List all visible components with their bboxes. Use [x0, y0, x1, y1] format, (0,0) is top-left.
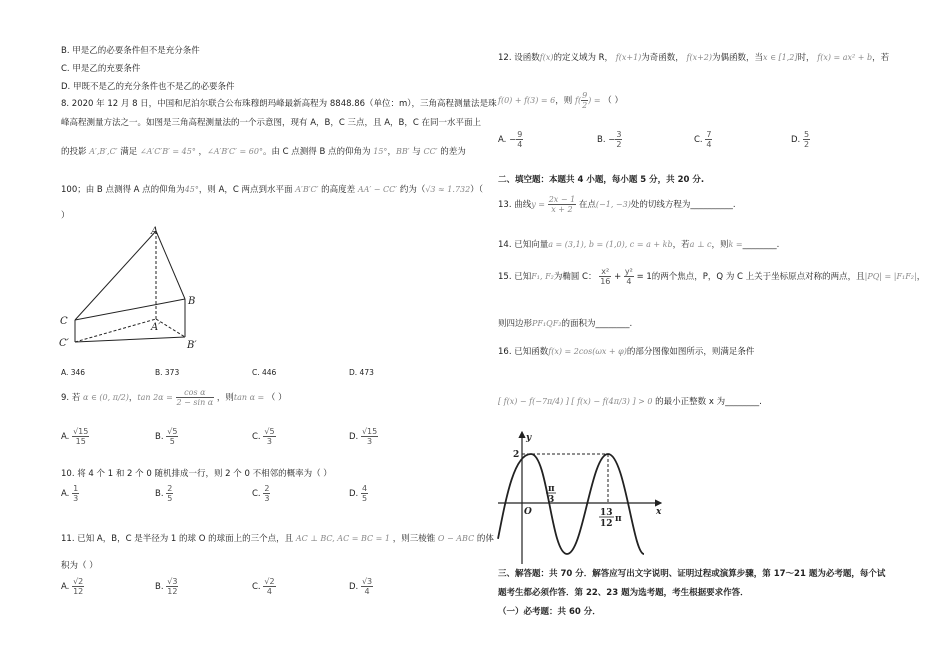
section-3-line1: 三、解答题：共 70 分．解答应写出文字说明、证明过程或演算步骤，第 17～21 题为必考题，每个试 [498, 569, 886, 579]
q9-option-d: D. $\frac{√15}{3}$ [349, 427, 378, 446]
q12-line2: f(0) + f(3) = 6，则 f( $\frac{9}{2}$ ) = （ ） [498, 91, 623, 110]
option-b-text: B. 甲是乙的必要条件但不是充分条件 [61, 46, 200, 56]
q11-line1: 11. 已知 A，B，C 是半径为 1 的球 O 的球面上的三个点，且 AC ⊥ BC, AC = BC = 1 ，则三棱锥 O − ABC 的体 [61, 534, 494, 544]
q14-blank[interactable]: ________ [742, 240, 777, 250]
q8-line3: 的投影 A′,B′,C′ 满足 ∠A′C′B′ = 45° ，∠A′B′C′ = 60°。由 C 点测得 B 点的仰角为 15°，BB′ 与 CC′ 的差为 [61, 147, 466, 157]
edge-a-b [156, 231, 185, 299]
peak-value-label: 2 [513, 450, 520, 460]
q10-option-a: A. $\frac{1}{3}$ [61, 484, 79, 503]
q14-question: 14. 已知向量a = (3,1), b = (1,0), c = a + kb，若a ⊥ c，则k =________. [498, 240, 780, 250]
q12-line1: 12. 设函数f(x)的定义域为 R， f(x+1)为奇函数， f(x+2)为偶函数，当x ∈ [1,2]时， f(x) = ax² + b，若 [498, 53, 890, 63]
q8-line5: ） [61, 211, 70, 221]
q8-option-c: C. 446 [252, 368, 277, 377]
q12-option-d: D. $\frac{5}{2}$ [791, 130, 810, 149]
q13-blank[interactable]: __________ [690, 200, 733, 210]
option-d-text: D. 甲既不是乙的充分条件也不是乙的必要条件 [61, 82, 235, 92]
label-a-prime: A′ [151, 322, 161, 333]
q8-option-b: B. 373 [155, 368, 180, 377]
q8-option-a: A. 346 [61, 368, 86, 377]
q12-option-c: C. $\frac{7}{4}$ [694, 130, 712, 149]
x-axis-label: x [656, 507, 662, 517]
tick1-num: π [548, 484, 555, 494]
q11-line2: 积为（ ） [61, 561, 98, 571]
q11-option-a: A. $\frac{√2}{12}$ [61, 577, 84, 596]
q8-line1: 8. 2020 年 12 月 8 日，中国和尼泊尔联合公布珠穆朗玛峰最新高程为 8848.86（单位：m），三角高程测量法是珠 [61, 99, 497, 109]
q11-option-c: C. $\frac{√2}{4}$ [252, 577, 275, 596]
q8-math-plane: A′B′C′ [295, 185, 319, 194]
q8-math-angle1: ∠A′C′B′ = 45° [139, 147, 196, 156]
q8-line4: 100；由 B 点测得 A 点的仰角为45°，则 A，C 两点到水平面 A′B′C′ 的高度差 AA′ − CC′ 约为（√3 ≈ 1.732）（ [61, 185, 483, 195]
q11-math-pyramid: O − ABC [437, 534, 475, 543]
q9-option-b: B. $\frac{√5}{5}$ [155, 427, 178, 446]
q9-math-tan: tan α = [233, 393, 265, 402]
q15-blank[interactable]: ________ [595, 319, 630, 329]
q10-option-c: C. $\frac{2}{3}$ [252, 484, 270, 503]
tick2-pi: π [615, 514, 622, 524]
q16-math-cond: [ f(x) − f(−7π/4) ] [ f(x) − f(4π/3) ] > 0 [498, 397, 653, 406]
y-axis-label: y [526, 433, 532, 443]
origin-label: O [524, 507, 532, 517]
label-c: C [60, 316, 68, 327]
label-c-prime: C′ [59, 338, 69, 349]
q8-math-bb: BB′ [395, 147, 410, 156]
q13-question: 13. 曲线y = $\frac{2x - 1}{x + 2}$ 在点(−1, −3)处的切线方程为__________. [498, 195, 736, 214]
q12-option-b: B. − $\frac{3}{2}$ [597, 130, 622, 149]
section-2-heading: 二、填空题：本题共 4 小题，每小题 5 分，共 20 分. [498, 175, 705, 185]
q8-math-projection: A′,B′,C′ [89, 147, 118, 156]
label-b: B [188, 296, 196, 307]
q8-figure [55, 222, 205, 352]
q15-line1: 15. 已知F₁, F₂为椭圆 C： $\frac{\text{x²}}{16}$ + $\frac{\text{y²}}{4}$ = 1的两个焦点，P，Q 为 C 上关于坐标原点对称的两点，且|PQ| = |F₁F₂|， [498, 267, 926, 286]
q10-option-d: D. $\frac{4}{5}$ [349, 484, 368, 503]
q9-option-c: C. $\frac{√5}{3}$ [252, 427, 275, 446]
q8-math-diff: AA′ − CC′ [357, 185, 398, 194]
q8-option-d: D. 473 [349, 368, 374, 377]
q10-option-b: B. $\frac{2}{5}$ [155, 484, 173, 503]
cosine-curve [498, 454, 644, 554]
tick2-den: 12 [600, 519, 613, 529]
q9-question: 9. 若 α ∈ (0, π/2)，tan 2α = $\frac{\text{cos α}}{\text{2 − sin α}}$ ，则tan α = （ ） [61, 388, 287, 407]
tick2-num: 13 [600, 508, 613, 518]
tick1-den: 3 [548, 495, 555, 505]
q11-math-cond: AC ⊥ BC, AC = BC = 1 [295, 534, 390, 543]
q8-math-15deg: 15° [373, 147, 388, 156]
q9-frac: $\frac{\text{cos α}}{\text{2 − sin α}}$ [176, 388, 214, 407]
q11-option-b: B. $\frac{√3}{12}$ [155, 577, 178, 596]
q8-math-sqrt3: √3 ≈ 1.732 [425, 185, 471, 194]
q11-option-d: D. $\frac{√3}{4}$ [349, 577, 373, 596]
q8-math-angle2: ∠A′B′C′ = 60° [207, 147, 263, 156]
q16-graph [496, 428, 671, 568]
section-3-line2: 题考生都必须作答．第 22、23 题为选考题，考生根据要求作答． [498, 588, 749, 598]
q16-line1: 16. 已知函数f(x) = 2cos(ωx + φ)的部分图像如图所示，则满足条件 [498, 347, 755, 357]
q12-option-a: A. − $\frac{9}{4}$ [498, 130, 523, 149]
label-a: A [151, 226, 159, 237]
q15-line2: 则四边形PF₁QF₂的面积为________. [498, 319, 633, 329]
section-3-subheading: （一）必考题：共 60 分． [498, 607, 601, 617]
q8-math-45deg: 45° [184, 185, 199, 194]
q8-line2: 峰高程测量方法之一。如图是三角高程测量法的一个示意图，现有 A，B，C 三点，且 A，B，C 在同一水平面上 [61, 118, 481, 128]
q9-math-cond: α ∈ (0, π/2) [83, 393, 129, 402]
option-c-text: C. 甲是乙的充要条件 [61, 64, 141, 74]
q16-line2: [ f(x) − f(−7π/4) ] [ f(x) − f(4π/3) ] > 0 的最小正整数 x 为________. [498, 397, 762, 407]
q9-option-a: A. $\frac{√15}{15}$ [61, 427, 89, 446]
label-b-prime: B′ [187, 340, 197, 351]
q16-blank[interactable]: ________ [725, 397, 760, 407]
q10-question: 10. 将 4 个 1 和 2 个 0 随机排成一行，则 2 个 0 不相邻的概率为（ ） [61, 469, 332, 479]
q8-math-cc: CC′ [423, 147, 438, 156]
